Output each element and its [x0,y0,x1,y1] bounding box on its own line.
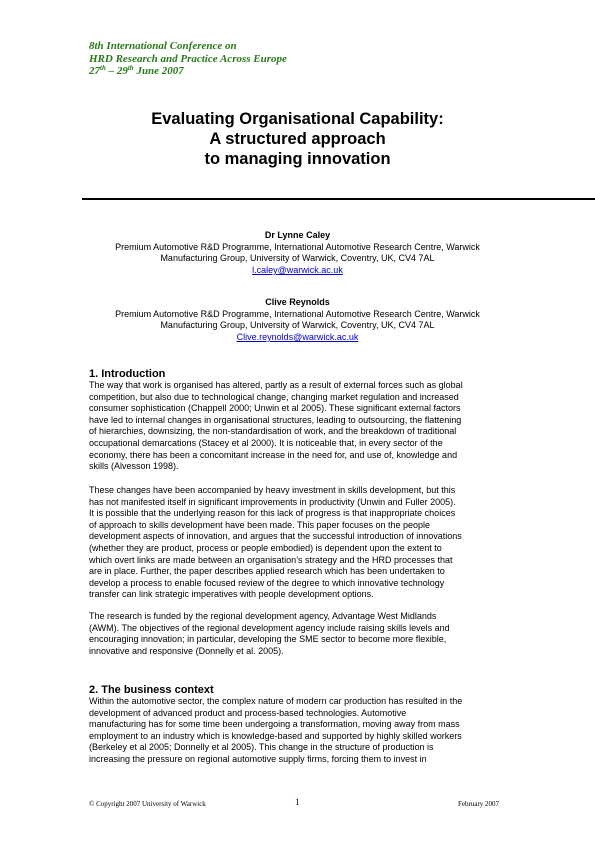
text-line: occupational demarcations (Stacey et al 2000). It is noticeable that, in every sector of the [89,437,443,448]
footer-date: February 2007 [458,800,500,808]
conference-name: 8th International Conference on [89,40,237,52]
paragraph [89,696,509,766]
text-line: have led to internal changes in organisational structures, leading to outsourcing, the flattening [89,414,462,425]
text-line: development of advanced product and process-based technologies. Automotive [89,707,407,718]
conference-subtitle: HRD Research and Practice Across Europe [89,52,287,65]
author-block [70,230,525,276]
author-affiliation: Manufacturing Group, University of Warwick, Coventry, UK, CV4 7AL [160,320,435,331]
author-affiliation: Premium Automotive R&D Programme, International Automotive Research Centre, Warwick [115,241,480,252]
text-line: develop a process to enable focused review of the degree to which innovative technology [89,577,445,588]
paper-title [90,109,505,169]
title-line-3: to managing innovation [204,150,391,168]
title-divider [82,198,595,200]
text-line: development aspects of innovation, and argues that the successful introduction of innovations [89,531,462,542]
text-line: of approach to skills development have been made. This paper focuses on the people [89,519,431,530]
text-line: consumer sophistication (Chappell 2000; Unwin et al 2005). These significant external factors [89,403,461,414]
text-line: These changes have been accompanied by heavy investment in skills development, but this [89,485,456,495]
section-heading: 1. Introduction [89,368,166,380]
author-name: Dr Lynne Caley [264,230,331,240]
paragraph [89,485,509,601]
text-line: (whether they are product, process or people embodied) is dependent upon the extent to [89,542,442,553]
text-line: The way that work is organised has altered, partly as a result of external forces such as global [89,380,463,390]
author-block [70,297,525,343]
text-line: innovative and responsive (Donnelly et al. 2005). [89,645,284,656]
paragraph [89,611,509,657]
text-line: are in place. Further, the paper describes applied research which has been undertaken to [89,566,445,577]
author-email-link[interactable]: Clive.reynolds@warwick.ac.uk [236,331,359,342]
text-line: increasing the pressure on regional automotive supply firms, forcing them to invest in [89,753,427,764]
text-line: competition, but also due to technological change, changing market regulation and increased [89,391,459,402]
conference-dates: 27th – 29th June 2007 [89,64,184,77]
text-line: skills (Alvesson 1998). [89,461,179,472]
text-line: (AWM). The objectives of the regional development agency include raising skills levels and [89,622,450,633]
conference-header [89,40,349,78]
paragraph [89,380,509,473]
text-line: economy, there has been a concomitant increase in the need for, and use of, knowledge and [89,449,458,460]
title-line-2: A structured approach [209,130,386,148]
text-line: (Berkeley et al 2005; Donnelly et al 2005). This change in the structure of production is [89,742,434,753]
text-line: transfer can link strategic imperatives with people development options. [89,589,374,600]
section-heading: 2. The business context [89,684,214,696]
author-name: Clive Reynolds [265,297,330,307]
title-line-1: Evaluating Organisational Capability: [151,110,444,128]
text-line: of hierarchies, downsizing, the non-standardisation of work, and the breakdown of traditional [89,426,457,437]
footer-copyright: © Copyright 2007 University of Warwick [89,800,206,808]
text-line: has not manifested itself in significant improvements in productivity (Unwin and Fuller 2005). [89,496,456,507]
author-email-link[interactable]: l.caley@warwick.ac.uk [252,264,343,275]
text-line: Within the automotive sector, the complex nature of modern car production has resulted in the [89,696,463,706]
text-line: It is possible that the underlying reason for this lack of progress is that inappropriate choices [89,508,456,519]
text-line: employment to an industry which is knowledge-based and supported by highly skilled workers [89,730,462,741]
text-line: which overt links are made between an organisation’s strategy and the HRD processes that [89,554,453,565]
text-line: encouraging innovation; in particular, developing the SME sector to become more flexible, [89,634,447,645]
author-affiliation: Premium Automotive R&D Programme, International Automotive Research Centre, Warwick [115,308,480,319]
page-number: 1 [295,797,300,807]
text-line: The research is funded by the regional development agency, Advantage West Midlands [89,611,437,621]
text-line: manufacturing has for some time been undergoing a transformation, moving away from mass [89,719,460,730]
author-affiliation: Manufacturing Group, University of Warwick, Coventry, UK, CV4 7AL [160,253,435,264]
